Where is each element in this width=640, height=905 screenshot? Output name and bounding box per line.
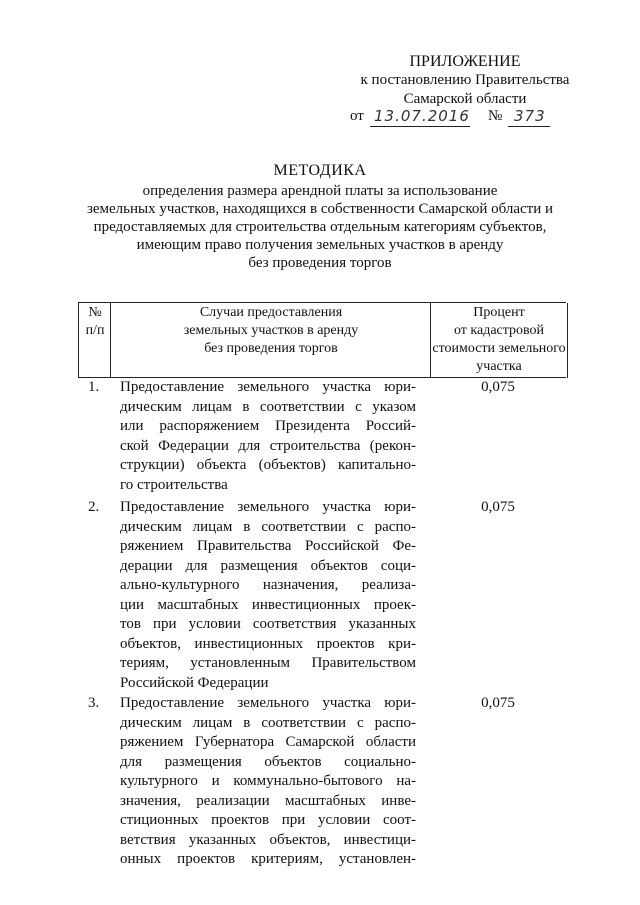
row-text-line: струкции) объекта (объектов) капитально- — [120, 457, 416, 473]
row-text-line: ально-культурного назначения, реализа- — [120, 577, 416, 593]
resolution-date-line — [350, 108, 580, 130]
row-text-line: стиционных проектов при условии соот- — [120, 812, 416, 828]
row-text-line: Российской Федерации — [120, 674, 269, 691]
methodology-heading — [60, 162, 580, 272]
row-percent: 0,075 — [481, 695, 515, 711]
row-text-line: или распоряжением Президента Россий- — [120, 418, 416, 434]
row-percent: 0,075 — [481, 499, 515, 515]
row-text-line: культурного и коммунально-бытового на- — [120, 773, 416, 789]
number-handwritten: 373 — [514, 107, 546, 125]
row-percent: 0,075 — [481, 379, 515, 395]
annex-line-1: к постановлению Правительства — [360, 72, 570, 88]
header-percent — [430, 303, 568, 378]
methodology-line-2: земельных участков, находящихся в собственности Самарской области и — [86, 201, 554, 217]
row-text-line: го строительства — [120, 476, 228, 493]
row-number: 1. — [88, 379, 100, 395]
header-cases-line: Случаи предоставления — [199, 305, 343, 320]
row-text-line: ветствия указанных объектов, инвестици- — [120, 831, 416, 848]
row-text-line: ской Федерации для строительства (рекон- — [120, 437, 416, 454]
annex-block — [330, 52, 600, 109]
row-text — [120, 498, 416, 693]
row-text-line: Предоставление земельного участка юри- — [120, 499, 416, 515]
row-text-line: териям, установленным Правительством — [120, 655, 416, 671]
methodology-line-3: предоставляемых для строительства отдельным категориям субъектов, — [93, 219, 547, 235]
row-number: 2. — [88, 499, 100, 515]
header-percent-line: Процент — [473, 305, 525, 320]
date-underline — [370, 126, 470, 127]
methodology-line-4: имеющим право получения земельных участков в аренду — [136, 237, 504, 253]
row-text-line: объектов, инвестиционных проектов кри- — [120, 635, 416, 652]
methodology-line-5: без проведения торгов — [248, 255, 392, 271]
row-text-line: Предоставление земельного участка юри- — [120, 379, 416, 395]
row-text-line: тов при условии соответствия указанных — [120, 616, 416, 632]
row-number: 3. — [88, 695, 100, 711]
row-text — [120, 694, 416, 870]
header-number — [78, 303, 111, 378]
header-cases-line: земельных участков в аренду — [183, 323, 359, 338]
header-number-line: п/п — [85, 323, 105, 338]
header-percent-line: участка — [476, 359, 522, 374]
rent-rate-table — [78, 302, 566, 867]
row-text-line: дическим лицам в соответствии с указом — [120, 398, 416, 415]
number-underline — [508, 126, 550, 127]
row-text-line: дическим лицам в соответствии с распо- — [120, 714, 416, 731]
annex-line-2: Самарской области — [403, 91, 527, 107]
row-text-line: ции масштабных инвестиционных проек- — [120, 596, 416, 613]
row-text-line: ряжением Губернатора Самарской области — [120, 734, 416, 750]
header-cases-line: без проведения торгов — [204, 341, 338, 356]
date-prefix: от — [350, 108, 364, 124]
row-text-line: дерации для размещения объектов соци- — [120, 557, 416, 574]
methodology-title: МЕТОДИКА — [273, 162, 367, 179]
row-text-line: значения, реализации масштабных инве- — [120, 792, 416, 809]
row-text-line: для размещения объектов социально- — [120, 753, 416, 770]
row-text — [120, 378, 416, 495]
methodology-line-1: определения размера арендной платы за использование — [142, 183, 498, 199]
annex-title: ПРИЛОЖЕНИЕ — [409, 53, 521, 70]
row-text-line: дическим лицам в соответствии с распо- — [120, 518, 416, 535]
number-prefix: № — [488, 108, 503, 124]
date-handwritten: 13.07.2016 — [374, 107, 470, 125]
row-text-line: ряжением Правительства Российской Фе- — [120, 538, 416, 554]
header-number-line: № — [88, 305, 102, 320]
table-header — [78, 302, 566, 378]
header-percent-line: стоимости земельного — [432, 341, 566, 356]
header-percent-line: от кадастровой — [453, 323, 545, 338]
row-text-line: Предоставление земельного участка юри- — [120, 695, 416, 711]
row-text-line: онных проектов критериям, установлен- — [120, 851, 416, 867]
header-cases — [110, 303, 431, 378]
